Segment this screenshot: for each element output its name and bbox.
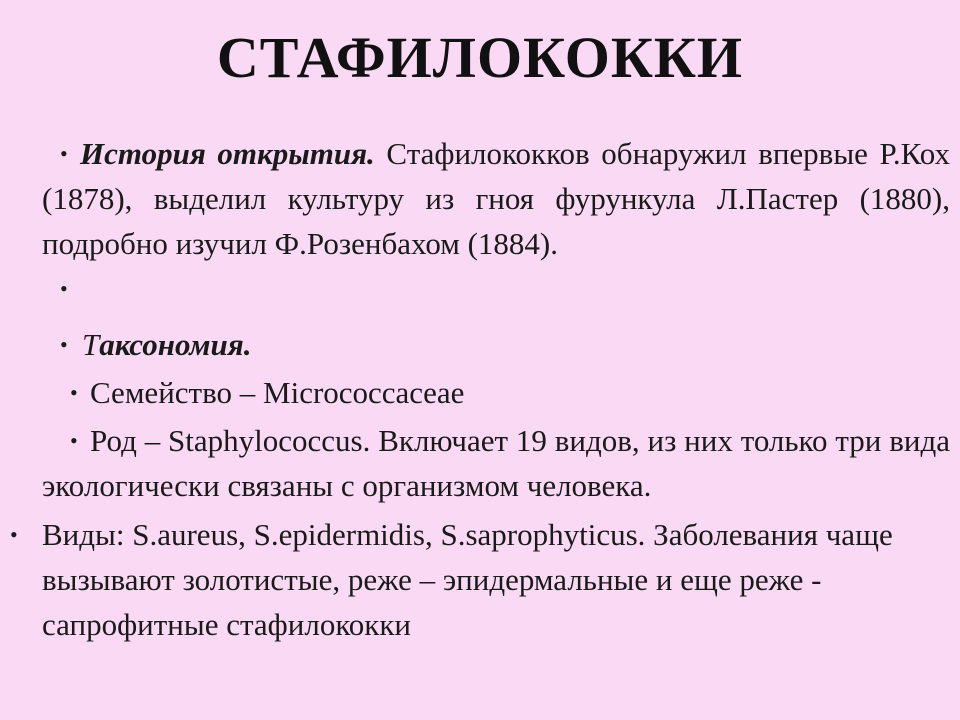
history-text: Стафилококков обнаружил впервые Р.Кох (1878), выделил культуру из гноя фурункула Л.Пастер (1880), подробно изучил Ф.Розенбахом (1884). xyxy=(42,136,950,261)
slide-title: СТАФИЛОКОККИ xyxy=(216,25,744,90)
bullet-history: • xyxy=(60,141,68,166)
bullet-family: • xyxy=(70,380,78,405)
taxonomy-heading xyxy=(82,322,252,367)
genus-text: Род – Staphylococcus. Включает 19 видов, из них только три вида экологически связаны с организмом человека. xyxy=(42,423,950,503)
bullet-genus: • xyxy=(70,428,78,453)
taxonomy-label-first: Т xyxy=(82,327,100,362)
species-text: Виды: S.aureus, S.epidermidis, S.saprophyticus. Заболевания чаще вызывают золотистые, реже – эпидермальные и еще реже - сапрофитные стафилококки xyxy=(42,517,893,642)
taxonomy-label-rest: аксономия. xyxy=(99,327,252,362)
family-text: Семейство – Micrococcaceae xyxy=(90,375,465,410)
bullet-empty: • xyxy=(60,276,68,301)
bullet-species: • xyxy=(10,522,18,547)
history-label: История открытия. xyxy=(80,136,375,171)
bullet-taxonomy: • xyxy=(60,332,68,357)
history-paragraph xyxy=(42,131,950,266)
